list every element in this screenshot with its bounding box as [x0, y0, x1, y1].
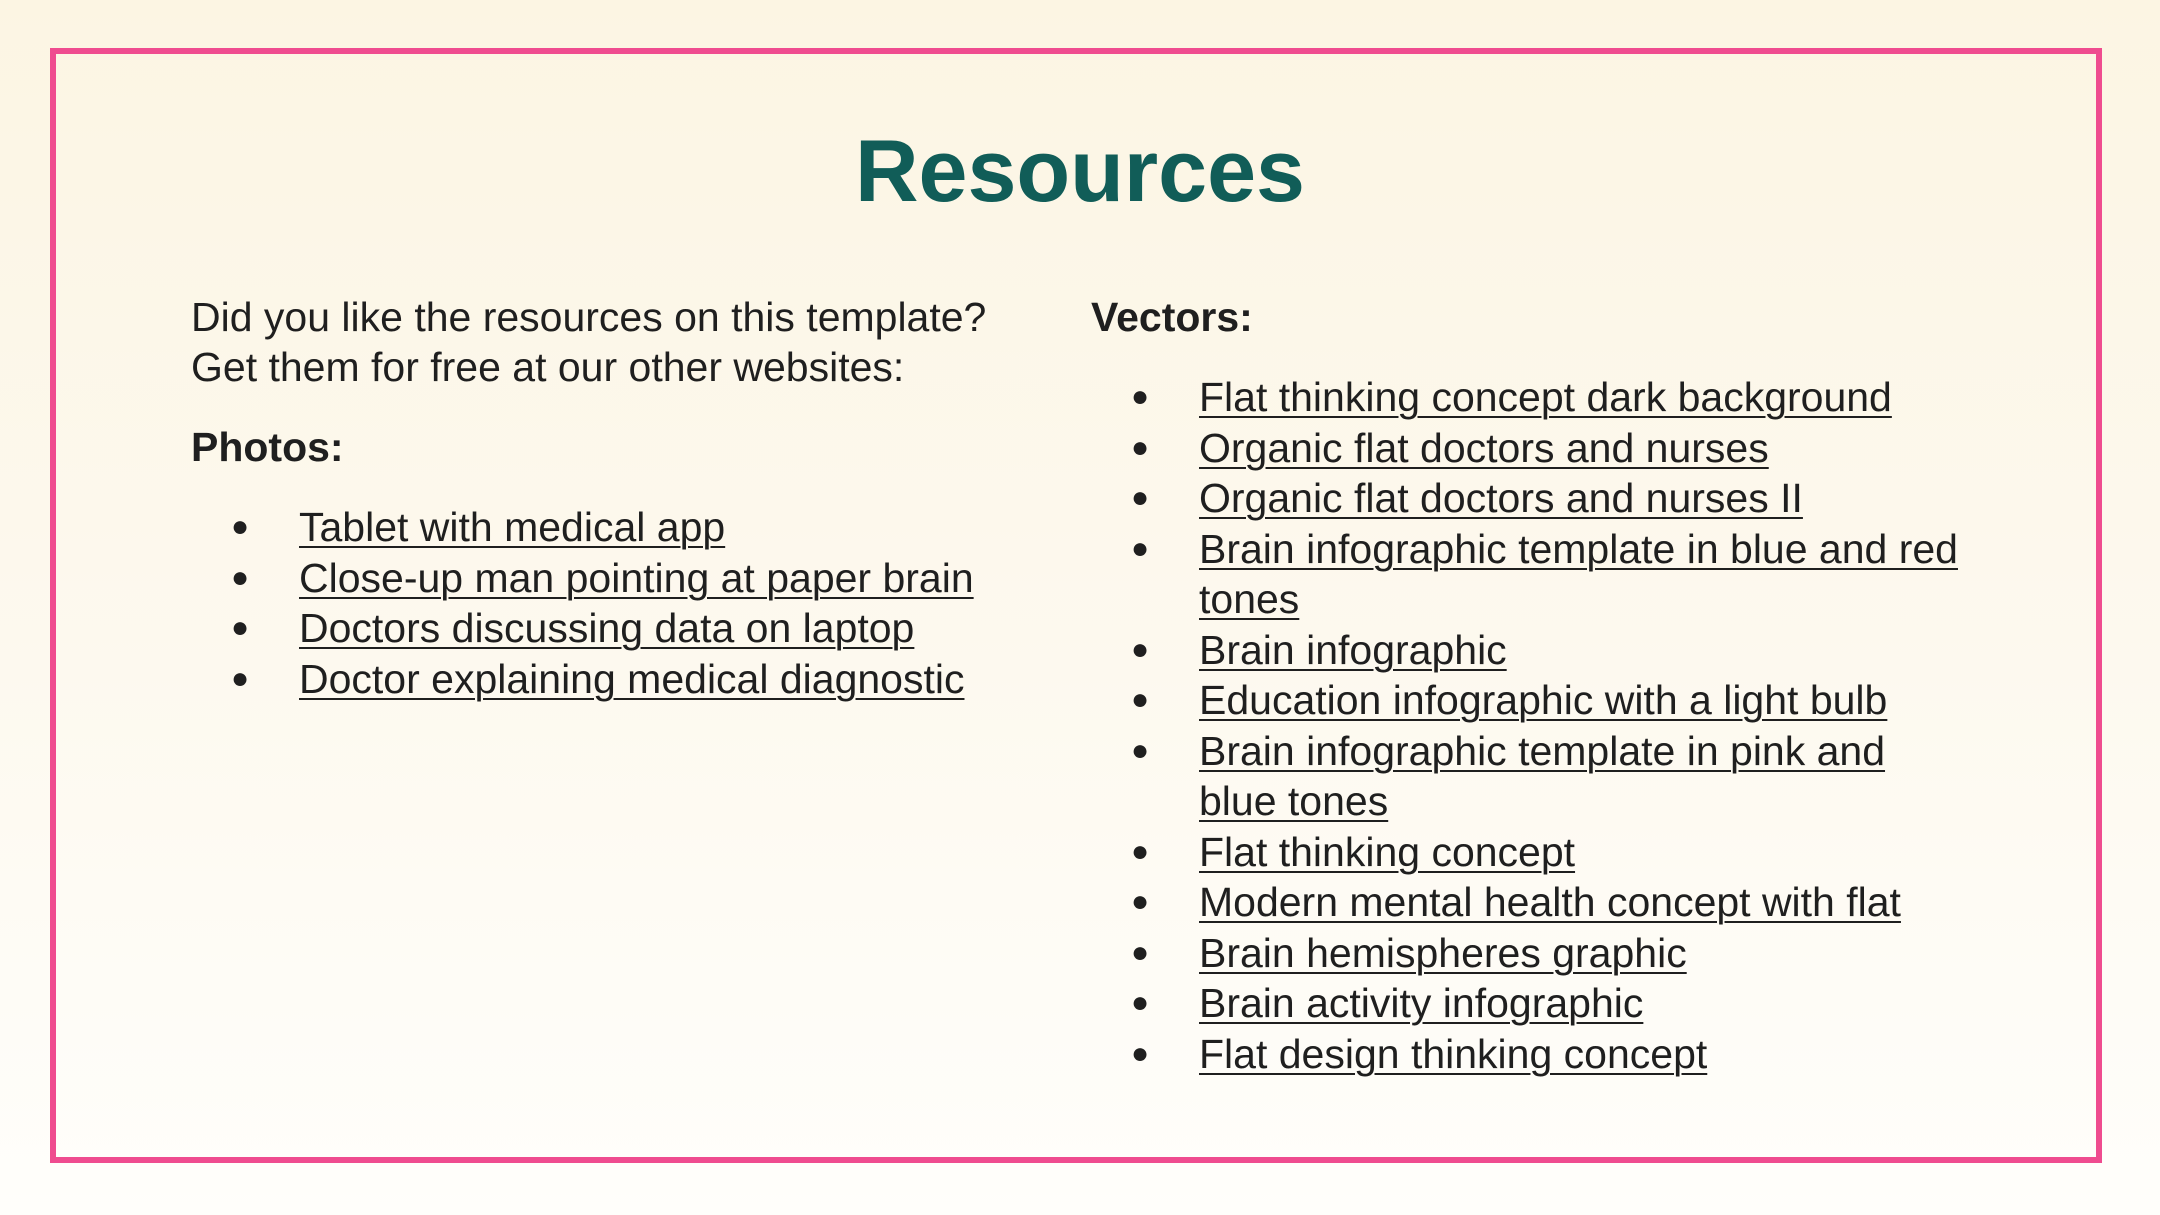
bullet-icon: ● [1131, 834, 1150, 868]
vector-list-item [1091, 473, 1971, 524]
vector-list-item [1091, 372, 1971, 423]
bullet-icon: ● [1131, 885, 1150, 918]
vectors-list [1091, 372, 1971, 1079]
vector-link-6[interactable]: Education infographic with a light bulb [1199, 677, 1888, 723]
photo-list-item [191, 553, 1071, 604]
bullet-icon: ● [231, 510, 250, 543]
bullet-icon: ● [1131, 1036, 1150, 1070]
vector-link-1[interactable]: Flat thinking concept dark background [1199, 374, 1892, 420]
vector-list-item [1091, 625, 1971, 676]
photo-link-tablet[interactable]: Tablet with medical app [299, 504, 726, 550]
bullet-icon: ● [231, 661, 250, 695]
photo-list-item [191, 502, 1071, 553]
vector-link-10[interactable]: Brain hemispheres graphic [1199, 929, 1687, 976]
vector-link-8[interactable]: Flat thinking concept [1199, 828, 1576, 875]
vector-link-2[interactable]: Organic flat doctors and nurses [1199, 424, 1769, 471]
vector-link-5[interactable]: Brain infographic [1199, 626, 1507, 673]
photos-heading: Photos: [191, 424, 344, 470]
photo-link-doctor-diagnostic[interactable]: Doctor explaining medical diagnostic [299, 655, 965, 702]
vector-list-item [1091, 675, 1971, 726]
left-column [191, 292, 1071, 704]
right-column [1091, 292, 1971, 1079]
intro-line-1: Did you like the resources on this template? [191, 294, 987, 340]
photo-link-doctors-laptop[interactable]: Doctors discussing data on laptop [299, 605, 915, 651]
photos-list [191, 502, 1071, 704]
vector-list-item [1091, 827, 1971, 878]
vector-link-9[interactable]: Modern mental health concept with flat [1199, 879, 1901, 925]
bullet-icon: ● [1131, 531, 1150, 565]
bullet-icon: ● [1131, 935, 1150, 969]
vector-link-7[interactable]: Brain infographic template in pink and blue tones [1199, 727, 1886, 824]
page-title: Resources [854, 121, 1305, 220]
bullet-icon: ● [1131, 733, 1150, 767]
vector-list-item [1091, 928, 1971, 979]
bullet-icon: ● [1131, 481, 1150, 514]
vector-link-12[interactable]: Flat design thinking concept [1199, 1030, 1708, 1077]
vector-link-11[interactable]: Brain activity infographic [1199, 980, 1644, 1026]
photo-list-item [191, 654, 1071, 705]
vector-list-item [1091, 524, 1971, 625]
vector-list-item [1091, 423, 1971, 474]
photo-list-item [191, 603, 1071, 654]
intro-line-2: Get them for free at our other websites: [191, 344, 905, 390]
vector-link-4[interactable]: Brain infographic template in blue and red tones [1199, 525, 1958, 622]
vector-link-3[interactable]: Organic flat doctors and nurses II [1199, 475, 1803, 521]
bullet-icon: ● [1131, 986, 1150, 1019]
vector-list-item [1091, 1029, 1971, 1080]
bullet-icon: ● [1131, 430, 1150, 464]
vectors-heading: Vectors: [1091, 294, 1253, 340]
bullet-icon: ● [1131, 380, 1150, 413]
bullet-icon: ● [231, 560, 250, 594]
vector-list-item [1091, 978, 1971, 1029]
bullet-icon: ● [1131, 632, 1150, 666]
bullet-icon: ● [1131, 683, 1150, 716]
bullet-icon: ● [231, 611, 250, 644]
vector-list-item [1091, 877, 1971, 928]
photo-link-closeup[interactable]: Close-up man pointing at paper brain [299, 554, 974, 601]
vector-list-item [1091, 726, 1971, 827]
